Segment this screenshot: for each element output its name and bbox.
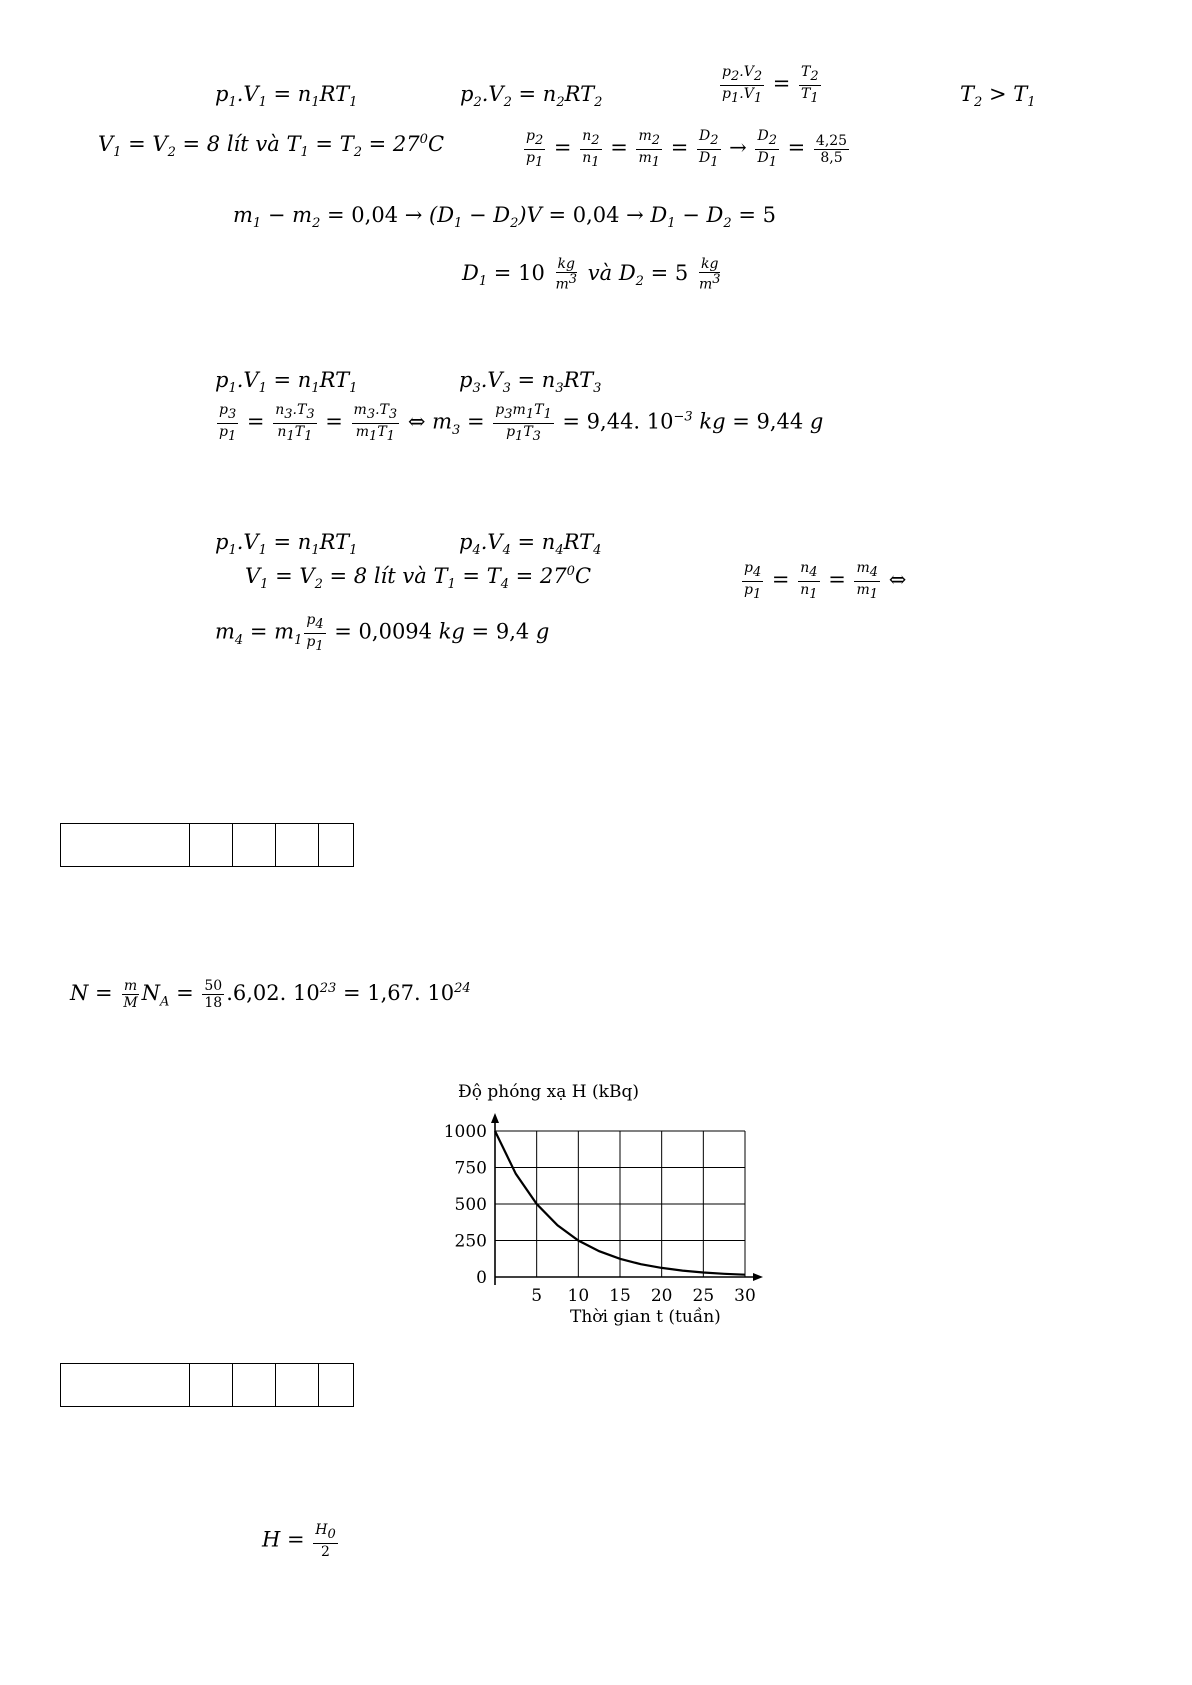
x-tick-label: 25 (692, 1286, 715, 1306)
y-axis-label: Độ phóng xạ H (kBq) (458, 1082, 639, 1102)
answer-cell[interactable] (276, 824, 319, 867)
x-tick-label: 5 (531, 1286, 543, 1306)
equation-half-activity: H = $\frac{H_0}{2}$ (262, 1522, 336, 1560)
equation-v-t-equal: $V_1 = V_2 = 8$ lít và $T_1 = T_2 = 27^0C$ (98, 132, 445, 161)
equation-p1v1-b2: $p_1.V_1 = n_1RT_1$ (215, 368, 358, 397)
equation-density-result: $D_1 = 10$ $\frac{kg}{m^3}$ và $D_2 = 5$ $\frac{kg}{m^3}$ (462, 256, 721, 293)
y-tick-label: 0 (476, 1268, 487, 1288)
equation-p4v4: $p_4.V_4 = n_4RT_4$ (459, 530, 602, 559)
answer-cell[interactable] (61, 1364, 190, 1407)
answer-cell[interactable] (61, 824, 190, 867)
y-axis-arrow (491, 1113, 499, 1123)
equation-ratio-pv: $\frac{p_2.V_2}{p_1.V_1}$ = $\frac{T_2}{T_1}$ (722, 64, 819, 106)
answer-cell[interactable] (276, 1364, 319, 1407)
equation-p3v3: $p_3.V_3 = n_3RT_3$ (459, 368, 602, 397)
equation-avogadro: N = $\frac{m}{M}$ $N_A$ = $\frac{50}{18}$ .6,02. $10^{23} = 1,67$. $10^{24}$ (70, 978, 471, 1012)
y-tick-label: 500 (454, 1195, 487, 1215)
answer-cell[interactable] (319, 1364, 354, 1407)
equation-density-ratio: $\frac{p_2}{p_1}$ = $\frac{n_2}{n_1}$ = $\frac{m_2}{m_1}$ = $\frac{D_2}{D_1}$ → $\frac{D_2}{D_1}$ = $\frac{4,25}{8,5}$ (526, 128, 848, 170)
x-axis-label: Thời gian t (tuần) (570, 1307, 721, 1327)
chart-grid (495, 1131, 745, 1277)
equation-p1v1-b3: $p_1.V_1 = n_1RT_1$ (215, 530, 358, 559)
answer-table-2 (60, 1363, 354, 1407)
answer-cell[interactable] (233, 1364, 276, 1407)
answer-cell[interactable] (319, 824, 354, 867)
y-tick-label: 1000 (443, 1122, 487, 1142)
x-tick-label: 30 (734, 1286, 756, 1306)
x-axis-arrow (753, 1273, 763, 1281)
equation-m4: $m_4 = m_1$ $\frac{p_4}{p_1}$ = 0,0094 kg = 9,4 g (215, 612, 550, 654)
answer-cell[interactable] (233, 824, 276, 867)
equation-t2-gt-t1: $T_2 > T_1$ (960, 82, 1036, 111)
x-tick-label: 10 (567, 1286, 590, 1306)
equation-mass-difference: $m_1 - m_2 = 0,04 \to (D_1 - D_2)V = 0,04 \to D_1 - D_2 = 5$ (233, 203, 776, 232)
y-tick-label: 250 (454, 1231, 487, 1252)
y-tick-label: 750 (454, 1158, 487, 1179)
equation-mass-ratio-b3: $\frac{p_4}{p_1}$ = $\frac{n_4}{n_1}$ = $\frac{m_4}{m_1}$ ⇔ (744, 560, 907, 602)
equation-v-t-equal-b3: $V_1 = V_2 = 8$ lít và $T_1 = T_4 = 27^0C$ (245, 564, 592, 593)
y-tick-labels (444, 1122, 487, 1288)
equation-p1v1: $p_1.V_1 = n_1RT_1$ (215, 82, 358, 111)
x-tick-labels (531, 1286, 756, 1306)
equation-m3: $\frac{p_3}{p_1}$ = $\frac{n_3.T_3}{n_1T_1}$ = $\frac{m_3.T_3}{m_1T_1}$ ⇔ $m_3$ = $\frac{p_3m_1T_1}{p_1T_3}$ = 9,44. $10^{-3}$ kg = 9,44 g (219, 402, 824, 444)
radioactivity-chart (430, 1075, 770, 1327)
answer-cell[interactable] (190, 1364, 233, 1407)
x-tick-label: 20 (650, 1286, 673, 1306)
x-tick-label: 15 (609, 1286, 631, 1306)
equation-p2v2: $p_2.V_2 = n_2RT_2$ (460, 82, 603, 111)
answer-cell[interactable] (190, 824, 233, 867)
answer-table-1 (60, 823, 354, 867)
chart-axes (491, 1113, 763, 1285)
